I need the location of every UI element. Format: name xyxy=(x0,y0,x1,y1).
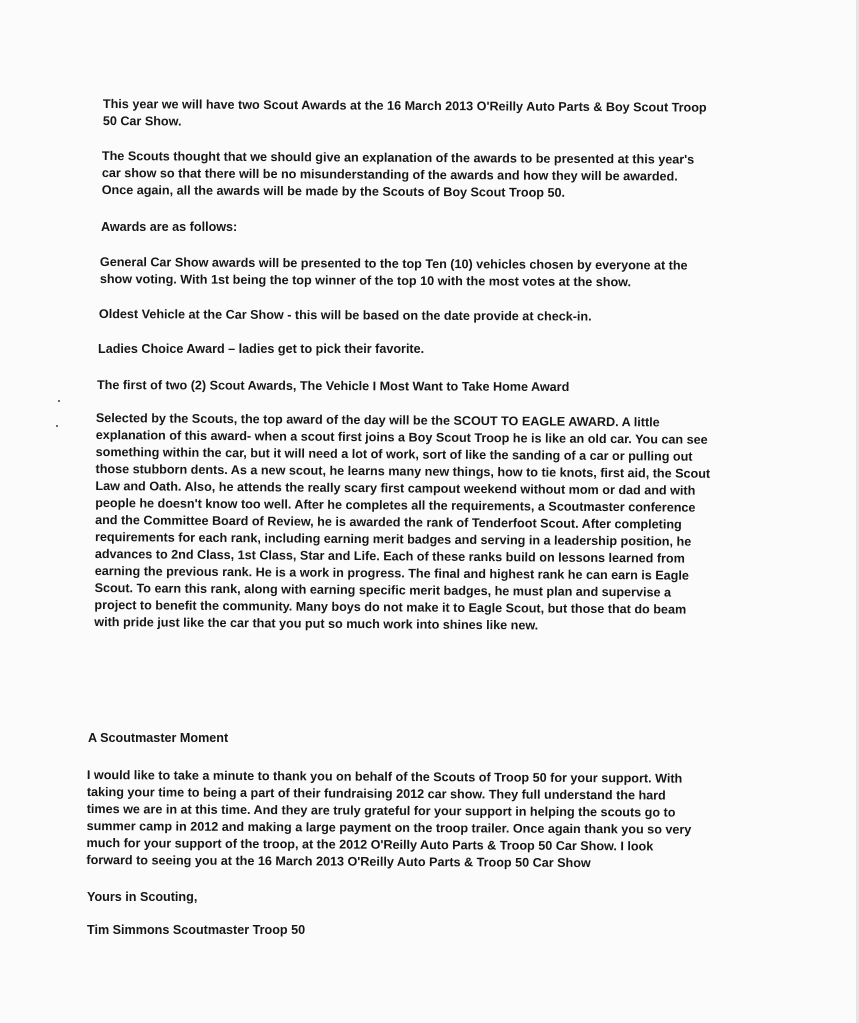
scout-to-eagle-paragraph: Selected by the Scouts, the top award of the day will be the SCOUT TO EAGLE AWARD. A little explanation of this award- when a scout first joins a Boy Scout Troop he is like an old car. You can see something within the car, but it will need a lot of work, sort of like the sanding of a car or pulling out those stubborn dents. As a new scout, he learns many new things, how to tie knots, first aid, the Scout Law and Oath. Also, he attends the really scary first campout weekend without mom or dad and with people he doesn't know too well. After he completes all the requirements, a Scoutmaster conference and the Committee Board of Review, he is awarded the rank of Tenderfoot Scout. After completing requirements for each rank, including earning merit badges and serving in a leadership position, he advances to 2nd Class, 1st Class, Star and Life. Each of these ranks build on lessons learned from earning the previous rank. He is a work in progress. The final and highest rank he can earn is Eagle Scout. To earn this rank, along with earning specific merit badges, he must plan and supervise a project to benefit the community. Many boys do not make it to Eagle Scout, but those that do beam with pride just like the car that you put so much work into shines like new. xyxy=(94,410,711,633)
scan-speck xyxy=(56,425,58,427)
explanation-paragraph: The Scouts thought that we should give an explanation of the awards to be presented at this year's car show so that there will be no misunderstanding of the awards and how they will be awarded. Once again, all the awards will be made by the Scouts of Boy Scout Troop 50. xyxy=(101,148,695,200)
oldest-vehicle-paragraph: Oldest Vehicle at the Car Show - this will be based on the date provide at check-in. xyxy=(98,307,592,324)
awards-heading: Awards are as follows: xyxy=(101,220,238,234)
scout-award-title: The first of two (2) Scout Awards, The Vehicle I Most Want to Take Home Award xyxy=(96,378,570,395)
general-awards-paragraph: General Car Show awards will be presented to the top Ten (10) vehicles chosen by everyone at the show voting. With 1st being the top winner of the top 10 with the most votes at the show. xyxy=(99,254,688,290)
thank-you-paragraph: I would like to take a minute to thank you on behalf of the Scouts of Troop 50 for your support. With taking your time to being a part of their fundraising 2012 car show. They full understand the hard times we are in at this time. And they are truly grateful for your support in helping the scouts go to summer camp in 2012 and making a large payment on the troop trailer. Once again thank you so very much for your support of the troop, at the 2012 O'Reilly Auto Parts & Troop 50 Car Show. I look forward to seeing you at the 16 March 2013 O'Reilly Auto Parts & Troop 50 Car Show xyxy=(86,768,692,871)
closing-line: Yours in Scouting, xyxy=(87,890,198,904)
scoutmaster-moment-heading: A Scoutmaster Moment xyxy=(88,731,229,745)
ladies-choice-paragraph: Ladies Choice Award – ladies get to pick their favorite. xyxy=(98,342,425,356)
signature-line: Tim Simmons Scoutmaster Troop 50 xyxy=(87,923,306,937)
scan-speck xyxy=(58,400,60,402)
intro-paragraph: This year we will have two Scout Awards at the 16 March 2013 O'Reilly Auto Parts & Boy Scout Troop 50 Car Show. xyxy=(102,96,707,129)
